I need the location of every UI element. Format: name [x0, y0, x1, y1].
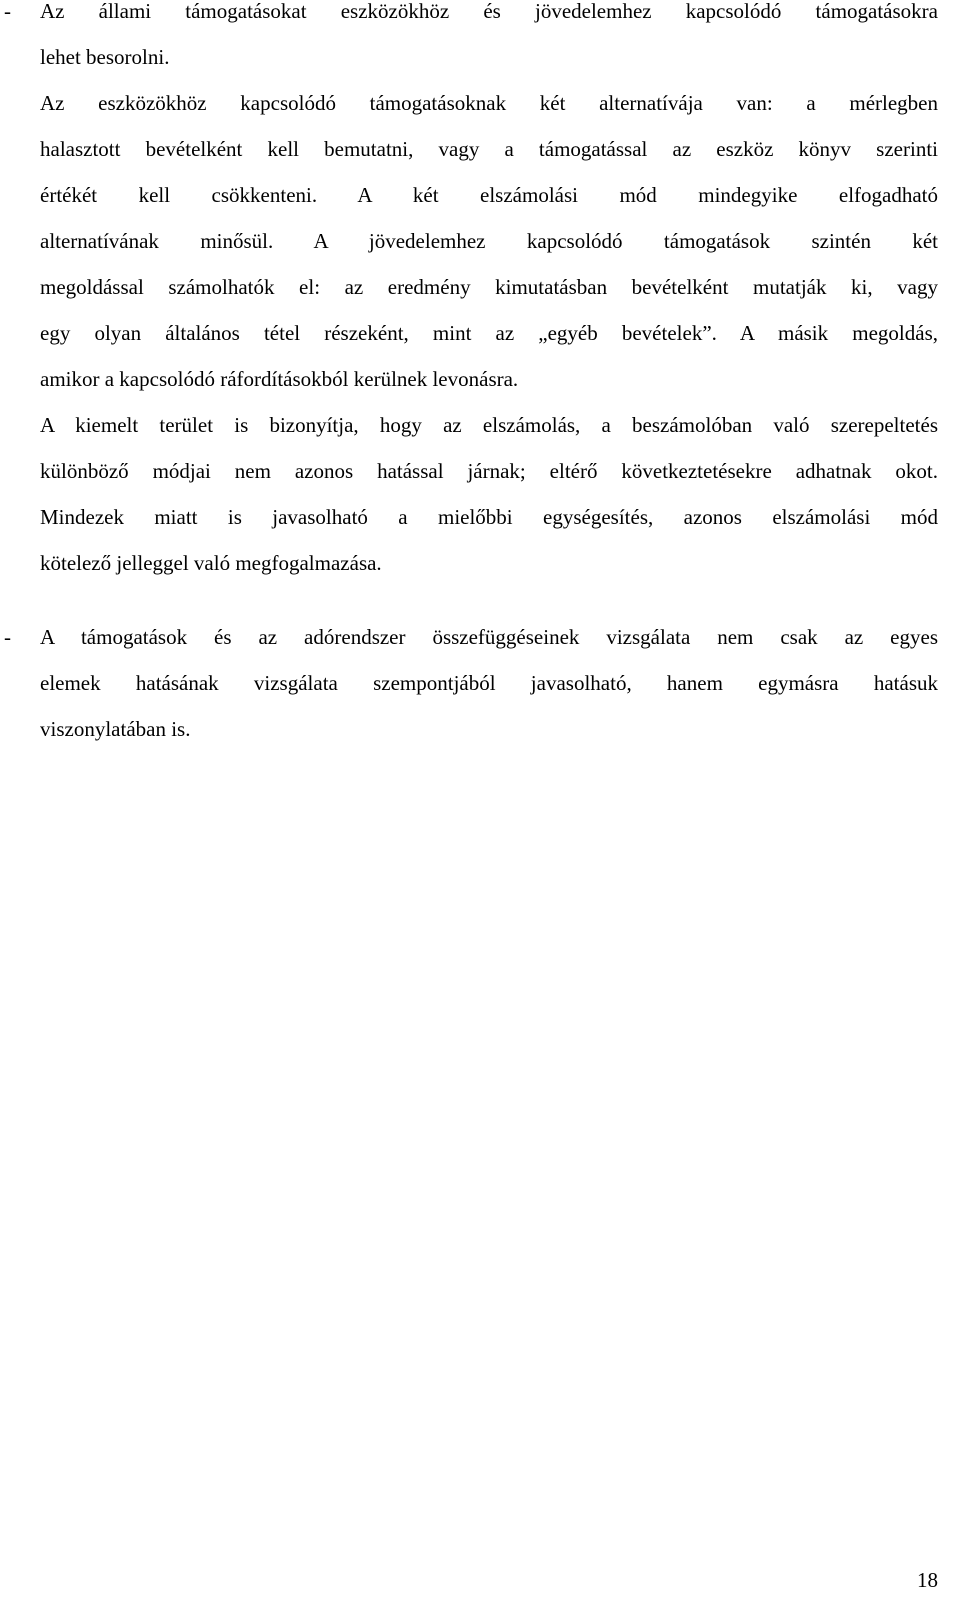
- paragraph-line: egy olyan általános tétel részeként, mint az „egyéb bevételek”. A másik megoldás,: [40, 321, 938, 345]
- paragraph-line: amikor a kapcsolódó ráfordításokból kerülnek levonásra.: [40, 367, 519, 391]
- bullet-dash: -: [4, 0, 11, 23]
- paragraph-line: Az eszközökhöz kapcsolódó támogatásoknak két alternatívája van: a mérlegben: [40, 91, 938, 115]
- paragraph-line: halasztott bevételként kell bemutatni, vagy a támogatással az eszköz könyv szerinti: [40, 137, 938, 161]
- paragraph-line: Mindezek miatt is javasolható a mielőbbi egységesítés, azonos elszámolási mód: [40, 505, 938, 529]
- paragraph-line: különböző módjai nem azonos hatással járnak; eltérő következtetésekre adhatnak okot.: [40, 459, 938, 483]
- paragraph-line: elemek hatásának vizsgálata szempontjából javasolható, hanem egymásra hatásuk: [40, 671, 938, 695]
- bullet-paragraph: [40, 0, 938, 586]
- bullet-paragraph: [40, 614, 938, 752]
- page-number: 18: [917, 1568, 938, 1592]
- paragraph-line: megoldással számolhatók el: az eredmény kimutatásban bevételként mutatják ki, vagy: [40, 275, 938, 299]
- paragraph-line: értékét kell csökkenteni. A két elszámolási mód mindegyike elfogadható: [40, 183, 938, 207]
- paragraph-line: lehet besorolni.: [40, 45, 170, 69]
- paragraph-line: viszonylatában is.: [40, 717, 191, 741]
- paragraph-line: Az állami támogatásokat eszközökhöz és jövedelemhez kapcsolódó támogatásokra: [40, 0, 938, 23]
- paragraph-line: alternatívának minősül. A jövedelemhez kapcsolódó támogatások szintén két: [40, 229, 938, 253]
- paragraph-line: A támogatások és az adórendszer összefüggéseinek vizsgálata nem csak az egyes: [40, 625, 938, 649]
- paragraph-line: A kiemelt terület is bizonyítja, hogy az elszámolás, a beszámolóban való szerepeltetés: [40, 413, 938, 437]
- bullet-dash: -: [4, 625, 11, 649]
- paragraph-line: kötelező jelleggel való megfogalmazása.: [40, 551, 382, 575]
